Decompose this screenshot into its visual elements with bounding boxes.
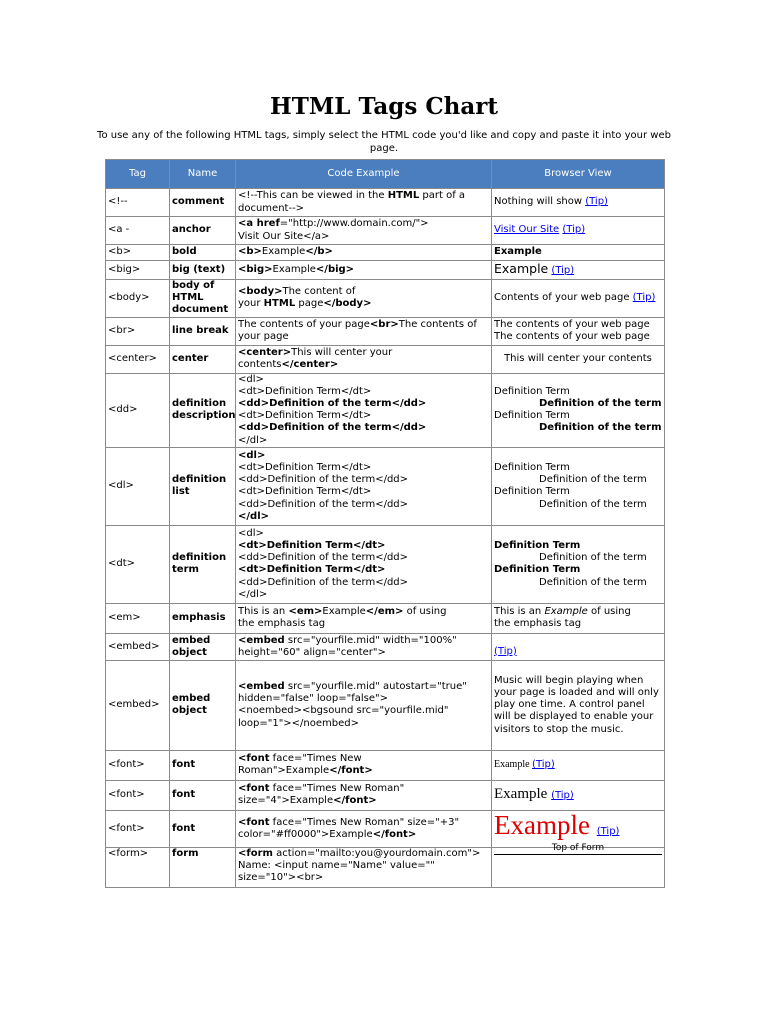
- col-header-tag: Tag: [106, 160, 170, 189]
- code-line: <dd>Definition of the term</dd>: [238, 422, 427, 434]
- code-line: <dl>: [238, 373, 264, 385]
- code-text: <form: [238, 847, 273, 859]
- table-row: [106, 525, 665, 603]
- view-text: Example: [494, 759, 533, 771]
- name-cell: [170, 373, 236, 447]
- code-text: Example: [261, 246, 306, 258]
- code-text: The contents of your page: [238, 318, 370, 330]
- view-text: Nothing will show: [494, 196, 586, 208]
- table-row: [106, 317, 665, 345]
- view-cell: [492, 373, 665, 447]
- view-cell: [492, 447, 665, 525]
- code-text: <noembed><bgsound src="yourfile.mid": [238, 705, 449, 717]
- code-line: <dd>Definition of the term</dd>: [238, 498, 409, 510]
- view-line: Definition Term: [494, 461, 570, 473]
- code-text: <br>: [369, 318, 399, 330]
- code-text: of using: [403, 606, 447, 618]
- code-text: </body>: [323, 298, 372, 310]
- tag-cell: [106, 189, 170, 217]
- name-cell: [170, 447, 236, 525]
- table-row: [106, 603, 665, 633]
- table-row: [106, 280, 665, 318]
- view-cell: [492, 261, 665, 280]
- name-text: emphasis: [172, 612, 226, 624]
- name-cell: [170, 280, 236, 318]
- tip-link[interactable]: (Tip): [562, 224, 586, 236]
- code-line: <dt>Definition Term</dt>: [238, 385, 372, 397]
- code-text: <!--This can be viewed in the: [238, 190, 388, 202]
- tag-text: <big>: [108, 263, 141, 275]
- tag-text: <form>: [108, 847, 149, 859]
- code-cell: [236, 660, 492, 750]
- code-line: <dl>: [238, 527, 264, 539]
- tag-cell: [106, 261, 170, 280]
- view-cell: [492, 603, 665, 633]
- code-text: <font: [238, 816, 270, 828]
- code-line: <dt>Definition Term</dt>: [238, 539, 386, 551]
- code-text: This will center your: [291, 346, 393, 358]
- table-row: [106, 189, 665, 217]
- code-text: </b>: [305, 246, 333, 258]
- tag-text: <font>: [108, 759, 145, 771]
- visit-our-site-link[interactable]: Visit Our Site: [494, 224, 560, 236]
- intro-paragraph: To use any of the following HTML tags, simply select the HTML code you'd like and copy and paste it into your web page.: [97, 130, 671, 154]
- col-header-code-example: Code Example: [236, 160, 492, 189]
- html-tags-table: [105, 159, 665, 888]
- name-text: font: [172, 789, 196, 801]
- code-text: action="mailto:you@yourdomain.com">: [272, 847, 481, 859]
- view-cell: [492, 280, 665, 318]
- code-cell: [236, 750, 492, 780]
- code-text: </font>: [372, 828, 417, 840]
- view-line: Definition of the term: [539, 576, 647, 588]
- view-cell: [492, 245, 665, 261]
- code-cell: [236, 525, 492, 603]
- tip-link[interactable]: (Tip): [585, 196, 608, 208]
- code-text: <big>: [238, 263, 273, 275]
- tag-text: <embed>: [108, 640, 160, 652]
- code-text: src="yourfile.mid" width="100%": [284, 634, 457, 646]
- table-row: [106, 780, 665, 810]
- code-cell: [236, 373, 492, 447]
- code-text: </font>: [329, 765, 373, 777]
- name-text: embed object: [172, 693, 211, 717]
- table-row: [106, 847, 665, 887]
- tag-cell: [106, 810, 170, 847]
- name-text: bold: [172, 246, 197, 258]
- code-line: <dt>Definition Term</dt>: [238, 410, 372, 422]
- code-text: <b>: [238, 246, 262, 258]
- tag-cell: [106, 633, 170, 660]
- code-cell: [236, 810, 492, 847]
- tip-link[interactable]: (Tip): [632, 292, 656, 304]
- name-cell: [170, 525, 236, 603]
- view-line: Definition Term: [494, 410, 570, 422]
- table-row: [106, 373, 665, 447]
- code-text: the emphasis tag: [238, 618, 326, 630]
- code-text: <embed: [238, 634, 285, 646]
- view-text: Music will begin playing when your page is loaded and will only play one time. A control panel will be displayed to enable your visitors to stop the music.: [494, 674, 659, 735]
- code-text: size="4">Example: [238, 795, 334, 807]
- name-text: center: [172, 353, 209, 364]
- view-cell: [492, 842, 665, 887]
- tag-text: <a -: [108, 224, 130, 236]
- code-text: </center>: [281, 359, 339, 371]
- view-line: The contents of your web page: [494, 331, 650, 343]
- name-text: embed object: [172, 634, 211, 658]
- code-text: Visit Our Site</a>: [238, 230, 330, 242]
- code-cell: [236, 245, 492, 261]
- name-cell: [170, 261, 236, 280]
- code-text: <font: [238, 783, 270, 795]
- tag-text: <dl>: [108, 480, 134, 492]
- view-text: Example: [494, 786, 552, 803]
- code-text: <embed: [238, 680, 285, 692]
- table-row: [106, 633, 665, 660]
- name-cell: [170, 780, 236, 810]
- tag-text: <b>: [108, 246, 132, 258]
- code-text: color="#ff0000">Example: [238, 828, 373, 840]
- table-row: [106, 345, 665, 373]
- code-text: Example: [272, 263, 316, 275]
- code-cell: [236, 603, 492, 633]
- view-line: the emphasis tag: [494, 618, 582, 630]
- name-text: big (text): [172, 263, 226, 275]
- table-row: [106, 750, 665, 780]
- tag-cell: [106, 660, 170, 750]
- code-text: face="Times New Roman" size="+3": [269, 816, 460, 828]
- name-cell: [170, 317, 236, 345]
- view-cell: [492, 317, 665, 345]
- code-cell: [236, 261, 492, 280]
- tag-cell: [106, 373, 170, 447]
- view-emphasis: Example: [544, 606, 588, 618]
- code-text: height="60" align="center">: [238, 646, 386, 658]
- code-text: <center>: [238, 346, 292, 358]
- tag-text: <font>: [108, 822, 145, 834]
- code-line: <dt>Definition Term</dt>: [238, 486, 372, 498]
- code-line: </dl>: [238, 510, 269, 522]
- view-line: Definition of the term: [539, 498, 647, 510]
- code-text: The content of: [282, 286, 356, 298]
- view-cell: [492, 345, 665, 373]
- tag-text: <center>: [108, 353, 157, 364]
- code-text: page: [295, 298, 324, 310]
- code-cell: [236, 217, 492, 245]
- col-header-browser-view: Browser View: [492, 160, 665, 189]
- name-text: anchor: [172, 224, 211, 236]
- tag-text: <font>: [108, 789, 145, 801]
- tag-cell: [106, 603, 170, 633]
- code-text: Name: <input name="Name" value="": [238, 860, 435, 872]
- view-line: Definition Term: [494, 564, 581, 576]
- view-line: Definition of the term: [539, 474, 647, 486]
- tag-text: <embed>: [108, 699, 160, 711]
- name-text: definition description: [172, 398, 236, 422]
- name-cell: [170, 189, 236, 217]
- code-text: ="http://www.domain.com/">: [279, 218, 429, 230]
- tip-link[interactable]: (Tip): [551, 264, 575, 276]
- name-cell: [170, 345, 236, 373]
- table-row: [106, 217, 665, 245]
- tag-text: <dt>: [108, 558, 136, 570]
- name-cell: [170, 660, 236, 750]
- view-cell: [492, 633, 665, 660]
- view-line: The contents of your web page: [494, 318, 650, 330]
- name-text: comment: [172, 196, 225, 208]
- code-text: Example: [322, 606, 366, 618]
- code-text: This is an: [238, 606, 289, 618]
- code-text: <body>: [238, 286, 283, 298]
- tag-cell: [106, 245, 170, 261]
- name-cell: [170, 245, 236, 261]
- view-text: of using: [587, 606, 631, 618]
- view-cell: [492, 189, 665, 217]
- code-line: <dd>Definition of the term</dd>: [238, 552, 409, 564]
- code-line: <dt>Definition Term</dt>: [238, 564, 386, 576]
- name-cell: [170, 603, 236, 633]
- name-text: form: [172, 847, 199, 859]
- code-text: Roman">Example: [238, 765, 330, 777]
- table-row: [106, 245, 665, 261]
- code-text: HTML: [387, 190, 420, 202]
- view-form-top: Top of Form: [494, 842, 662, 855]
- tag-text: <em>: [108, 612, 141, 624]
- tip-link[interactable]: (Tip): [596, 826, 620, 838]
- code-line: <dt>Definition Term</dt>: [238, 461, 372, 473]
- table-row: [106, 261, 665, 280]
- tag-cell: [106, 847, 170, 887]
- code-text: HTML: [263, 298, 296, 310]
- code-cell: [236, 317, 492, 345]
- table-row: [106, 660, 665, 750]
- table-header-row: [106, 160, 665, 189]
- view-line: Definition of the term: [539, 422, 662, 434]
- name-text: definition term: [172, 552, 227, 576]
- code-text: <a href: [238, 218, 280, 230]
- view-line: Definition of the term: [539, 398, 662, 410]
- name-cell: [170, 810, 236, 847]
- tag-cell: [106, 217, 170, 245]
- code-text: </em>: [365, 606, 404, 618]
- view-line: Definition Term: [494, 486, 570, 498]
- code-cell: [236, 780, 492, 810]
- code-cell: [236, 280, 492, 318]
- code-text: your: [238, 298, 264, 310]
- code-cell: [236, 447, 492, 525]
- view-line: Definition Term: [494, 385, 570, 397]
- name-text: definition list: [172, 474, 227, 498]
- tip-link[interactable]: (Tip): [494, 645, 517, 657]
- col-header-name: Name: [170, 160, 236, 189]
- tip-link[interactable]: (Tip): [551, 790, 574, 802]
- code-text: loop="1"></noembed>: [238, 717, 360, 729]
- view-text: Example: [494, 810, 597, 841]
- name-cell: [170, 847, 236, 887]
- view-big-text: Example: [494, 260, 549, 276]
- name-cell: [170, 217, 236, 245]
- code-text: hidden="false" loop="false">: [238, 693, 388, 705]
- view-cell: [492, 780, 665, 810]
- code-text: size="10"><br>: [238, 872, 324, 884]
- name-text: line break: [172, 325, 229, 336]
- code-text: contents: [238, 359, 282, 371]
- code-cell: [236, 847, 492, 887]
- view-cell: [492, 525, 665, 603]
- tag-cell: [106, 280, 170, 318]
- view-cell: [492, 750, 665, 780]
- page-title: HTML Tags Chart: [269, 93, 498, 120]
- tag-text: <body>: [108, 292, 150, 304]
- name-text: font: [172, 822, 196, 834]
- tag-cell: [106, 345, 170, 373]
- code-text: <em>: [288, 606, 323, 618]
- table-row: [106, 447, 665, 525]
- view-text: This is an: [494, 606, 545, 618]
- tag-cell: [106, 317, 170, 345]
- code-line: <dl>: [238, 449, 266, 461]
- view-cell: [492, 217, 665, 245]
- view-line: Definition of the term: [539, 552, 647, 564]
- name-cell: [170, 633, 236, 660]
- name-text: body of HTML document: [172, 280, 229, 316]
- tag-cell: [106, 780, 170, 810]
- view-bold-text: Example: [494, 246, 542, 258]
- view-text: This will center your contents: [504, 353, 652, 364]
- code-line: <dd>Definition of the term</dd>: [238, 398, 427, 410]
- code-text: </font>: [333, 795, 377, 807]
- name-cell: [170, 750, 236, 780]
- tag-text: <!--: [108, 196, 128, 208]
- code-cell: [236, 345, 492, 373]
- view-text: Contents of your web page: [494, 292, 633, 304]
- view-line: Definition Term: [494, 539, 581, 551]
- code-text: face="Times New: [269, 753, 362, 765]
- code-text: part of a document-->: [238, 190, 466, 214]
- code-line: </dl>: [238, 434, 268, 446]
- tag-text: <br>: [108, 325, 136, 336]
- code-text: face="Times New Roman": [269, 783, 405, 795]
- view-line: [494, 606, 662, 618]
- tag-text: <dd>: [108, 404, 138, 416]
- code-line: <dd>Definition of the term</dd>: [238, 474, 409, 486]
- code-text: <font: [238, 753, 270, 765]
- code-text: src="yourfile.mid" autostart="true": [284, 680, 467, 692]
- tag-cell: [106, 525, 170, 603]
- code-text: </big>: [315, 263, 355, 275]
- code-cell: [236, 633, 492, 660]
- name-text: font: [172, 759, 196, 771]
- code-cell: [236, 189, 492, 217]
- code-line: <dd>Definition of the term</dd>: [238, 576, 409, 588]
- tag-cell: [106, 750, 170, 780]
- view-cell: [492, 660, 665, 750]
- tip-link[interactable]: (Tip): [532, 759, 555, 771]
- code-text: The contents of your page: [238, 318, 477, 343]
- code-line: </dl>: [238, 588, 268, 600]
- tag-cell: [106, 447, 170, 525]
